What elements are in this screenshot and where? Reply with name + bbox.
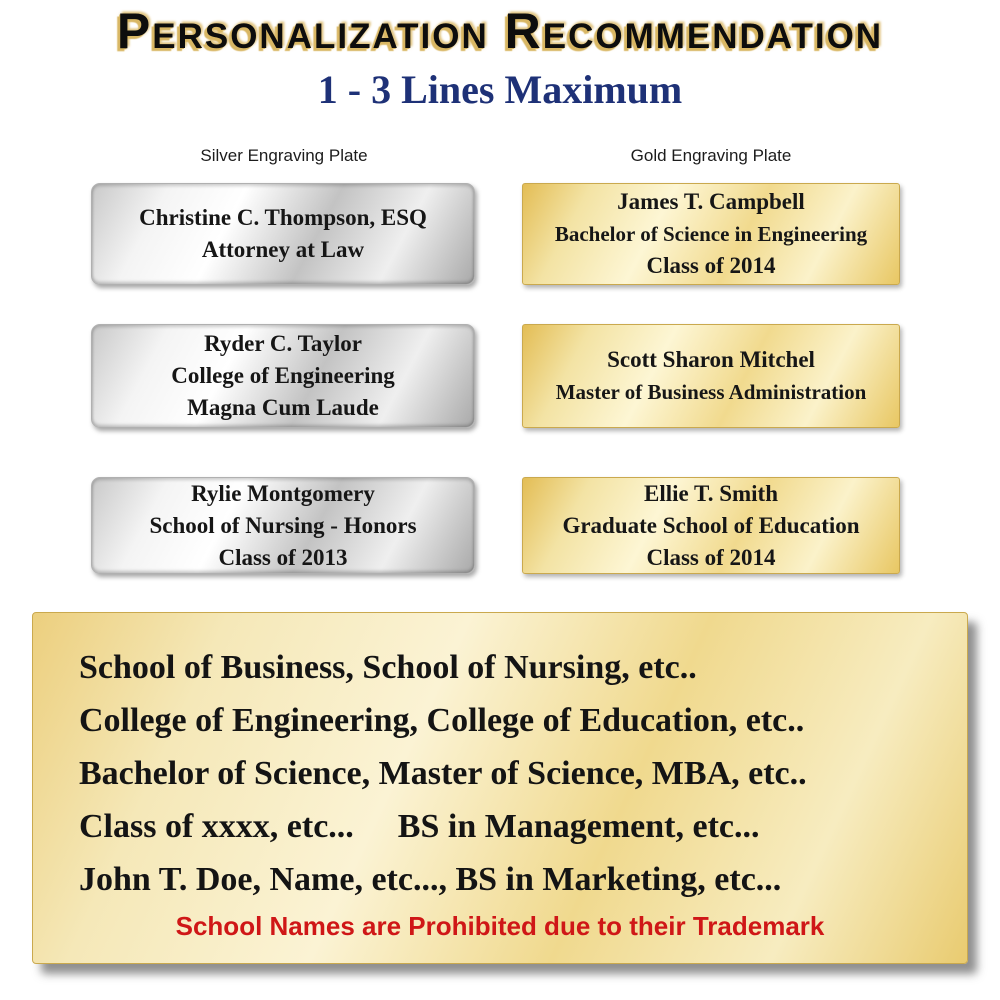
example-line (79, 641, 949, 694)
plate-line: Ryder C. Taylor (204, 331, 362, 356)
silver-plate-1 (91, 183, 475, 285)
example-line-text: College of Engineering, College of Education, etc.. (79, 702, 805, 739)
plate-line: School of Nursing - Honors (149, 512, 417, 538)
silver-plate-3 (91, 477, 475, 574)
example-line (79, 747, 949, 800)
plate-line: Class of 2014 (646, 253, 776, 278)
example-line-text: School of Business, School of Nursing, etc.. (79, 649, 697, 686)
plate-line: Bachelor of Science in Engineering (554, 222, 868, 246)
example-line (79, 853, 949, 906)
silver-plate-2 (91, 324, 475, 428)
plate-line: Class of 2013 (218, 544, 348, 570)
gold-column-header: Gold Engraving Plate (630, 146, 792, 165)
silver-column-header: Silver Engraving Plate (200, 146, 368, 165)
plate-line: Magna Cum Laude (187, 395, 379, 420)
trademark-warning: School Names are Prohibited due to their Trademark (175, 911, 825, 941)
plate-line: Scott Sharon Mitchel (607, 347, 815, 372)
plate-line: Ellie T. Smith (644, 480, 778, 506)
plate-line: Attorney at Law (201, 237, 365, 262)
plate-line: College of Engineering (171, 363, 395, 388)
gold-plate-3 (522, 477, 900, 574)
plate-line: Rylie Montgomery (191, 480, 375, 506)
example-line-text: Class of xxxx, etc... (79, 808, 354, 845)
example-line (79, 800, 949, 853)
example-line-text: BS in Management, etc... (397, 808, 760, 845)
example-line (79, 694, 949, 747)
example-line-text: Bachelor of Science, Master of Science, MBA, etc.. (79, 755, 807, 792)
example-line-text: John T. Doe, Name, etc..., BS in Marketing, etc... (79, 861, 782, 898)
gold-plate-1 (522, 183, 900, 285)
plate-line: Master of Business Administration (555, 380, 867, 404)
page-title: Personalization Recommendation (116, 3, 884, 59)
plate-line: Graduate School of Education (562, 512, 860, 538)
examples-plate (32, 612, 968, 964)
plate-line: Class of 2014 (646, 544, 776, 570)
plate-line: James T. Campbell (617, 189, 805, 214)
lines-maximum-subtitle: 1 - 3 Lines Maximum (317, 67, 683, 112)
plate-line: Christine C. Thompson, ESQ (139, 205, 427, 230)
gold-plate-2 (522, 324, 900, 428)
